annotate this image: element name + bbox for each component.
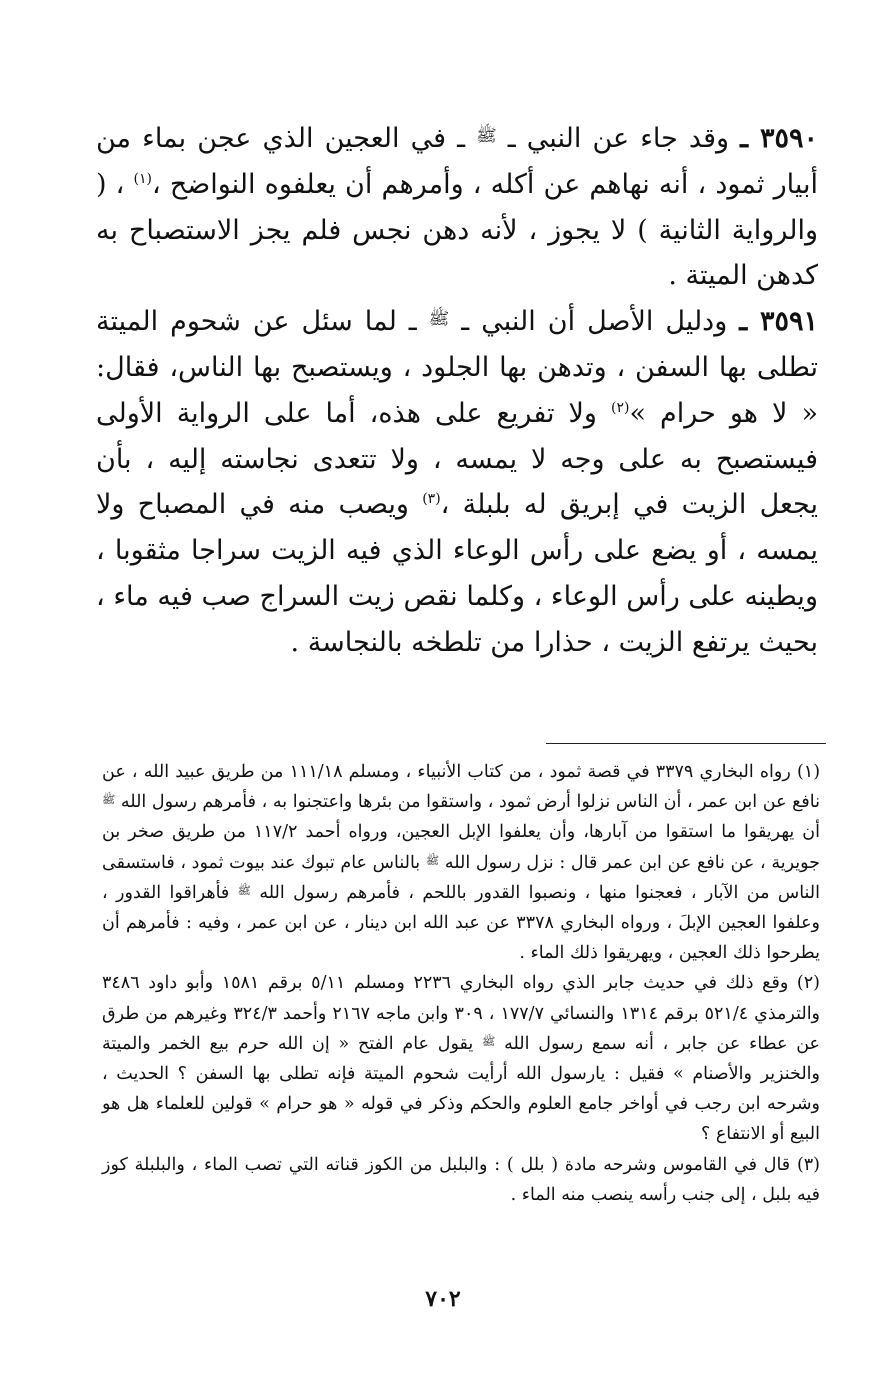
text-segment: ، ( والرواية الثانية ) لا يجوز ، لأنه دهن نجس فلم يجز الاستصباح به كدهن الميتة .: [96, 168, 818, 292]
text-segment: ويصب منه في المصباح ولا يمسه ، أو يضع على رأس الوعاء الذي فيه الزيت سراجا مثقوبا ، ويطينه على رأس الوعاء ، وكلما نقص زيت السراج صب فيه ماء ، بحيث يرتفع الزيت ، حذارا من تلطخه بالنجاسة .: [96, 489, 818, 658]
footnote-ref[interactable]: (١): [133, 170, 152, 187]
honorific-glyph: ﷺ: [102, 793, 116, 807]
footnote-divider: [546, 743, 826, 744]
text-segment: ـ في العجين الذي عجن بماء من أبيار ثمود ، أنه نهاهم عن أكله ، وأمرهم أن يعلفوه النواضح ،: [96, 123, 818, 200]
honorific-glyph: ﷺ: [476, 126, 497, 146]
footnote-text: (١) رواه البخاري ٣٣٧٩ في قصة ثمود ، من كتاب الأنبياء ، ومسلم ١١١/١٨ من طريق عبيد الله ، عن نافع عن ابن عمر ، أن الناس نزلوا أرض ثمود ، واستقوا من بئرها واعتجنوا به ، فأمرهم رسول الله: [102, 762, 821, 813]
honorific-glyph: ﷺ: [482, 1034, 496, 1048]
paragraph-3591: [96, 299, 818, 665]
footnote-text: (٢) وقع ذلك في حديث جابر الذي رواه البخاري ٢٢٣٦ ومسلم ٥/١١ برقم ١٥٨١ وأبو داود ٣٤٨٦ والترمذي ٥٢١/٤ برقم ١٣١٤ والنسائي ١٧٧/٧ ، ٣٠٩ وابن ماجه ٢١٦٧ وأحمد ٣٢٤/٣ وغيرهم من طرق عن عطاء عن جابر ، أنه سمع رسول الله: [102, 973, 821, 1054]
honorific-glyph: ﷺ: [237, 883, 251, 897]
footnotes: [102, 757, 820, 1210]
honorific-glyph: ﷺ: [428, 309, 450, 330]
text-segment: ـ لما سئل عن شحوم الميتة تطلى بها السفن ، وتدهن بها الجلود ، ويستصبح بها الناس، فقال: « لا هو حرام »: [96, 306, 818, 429]
honorific-glyph: ﷺ: [425, 853, 440, 867]
page-number: ٧٠٢: [425, 1286, 461, 1312]
main-text: [96, 116, 818, 666]
footnote-ref[interactable]: (٣): [422, 491, 441, 508]
text-segment: وقد جاء عن النبي ـ: [496, 123, 741, 154]
footnote-2: [102, 968, 820, 1149]
text-segment: ودليل الأصل أن النبي ـ: [449, 306, 740, 338]
text-segment: ولا تفريع على هذه، أما على الرواية الأولى فيستصبح به على وجه لا يمسه ، ولا تتعدى نجاسته إليه ، بأن يجعل الزيت في إبريق له بلبلة ،: [96, 397, 818, 521]
footnote-text: يقول عام الفتح « إن الله حرم بيع الخمر والميتة والخنزير والأصنام » فقيل : يارسول الله أرأيت شحوم الميتة فإنه تطلى بها السفن ؟ الحديث ، وشرحه ابن رجب في أواخر جامع العلوم والحكم وذكر في قوله « هو حرام » قولين للعلماء هل هو البيع أو الانتفاع ؟: [102, 1033, 820, 1145]
footnote-ref[interactable]: (٢): [611, 399, 630, 416]
footnote-text: (٣) قال في القاموس وشرحه مادة ( بلل ) : والبلبل من الكوز قناته التي تصب الماء ، والبلبلة كوز فيه بلبل ، إلى جنب رأسه ينصب منه الماء .: [102, 1154, 820, 1205]
footnote-text: فأهراقوا القدور ، وعلفوا العجين الإبلَ ، ورواه البخاري ٣٣٧٨ عن عبد الله ابن دينار ، عن ابن عمر ، وفيه : فأمرهم أن يطرحوا ذلك العجين ، ويهريقوا ذلك الماء .: [102, 882, 820, 964]
paragraph-number: ٣٥٩١ ـ: [739, 306, 818, 338]
footnote-1: [102, 757, 820, 968]
footnote-text: أن يهريقوا ما استقوا من آبارها، وأن يعلفوا الإبل العجين، ورواه أحمد ١١٧/٢ من طريق صخر بن جويرية ، عن نافع عن ابن عمر قال : نزل رسول الله: [102, 822, 821, 873]
footnote-3: [102, 1150, 820, 1210]
footnote-text: بالناس عام تبوك عند بيوت ثمود ، فاستسقى الناس من الآبار ، فعجنوا منها ، ونصبوا القدور باللحم ، فأمرهم رسول الله: [102, 852, 821, 903]
paragraph-3590: [96, 116, 818, 299]
paragraph-number: ٣٥٩٠ ـ: [740, 123, 819, 154]
